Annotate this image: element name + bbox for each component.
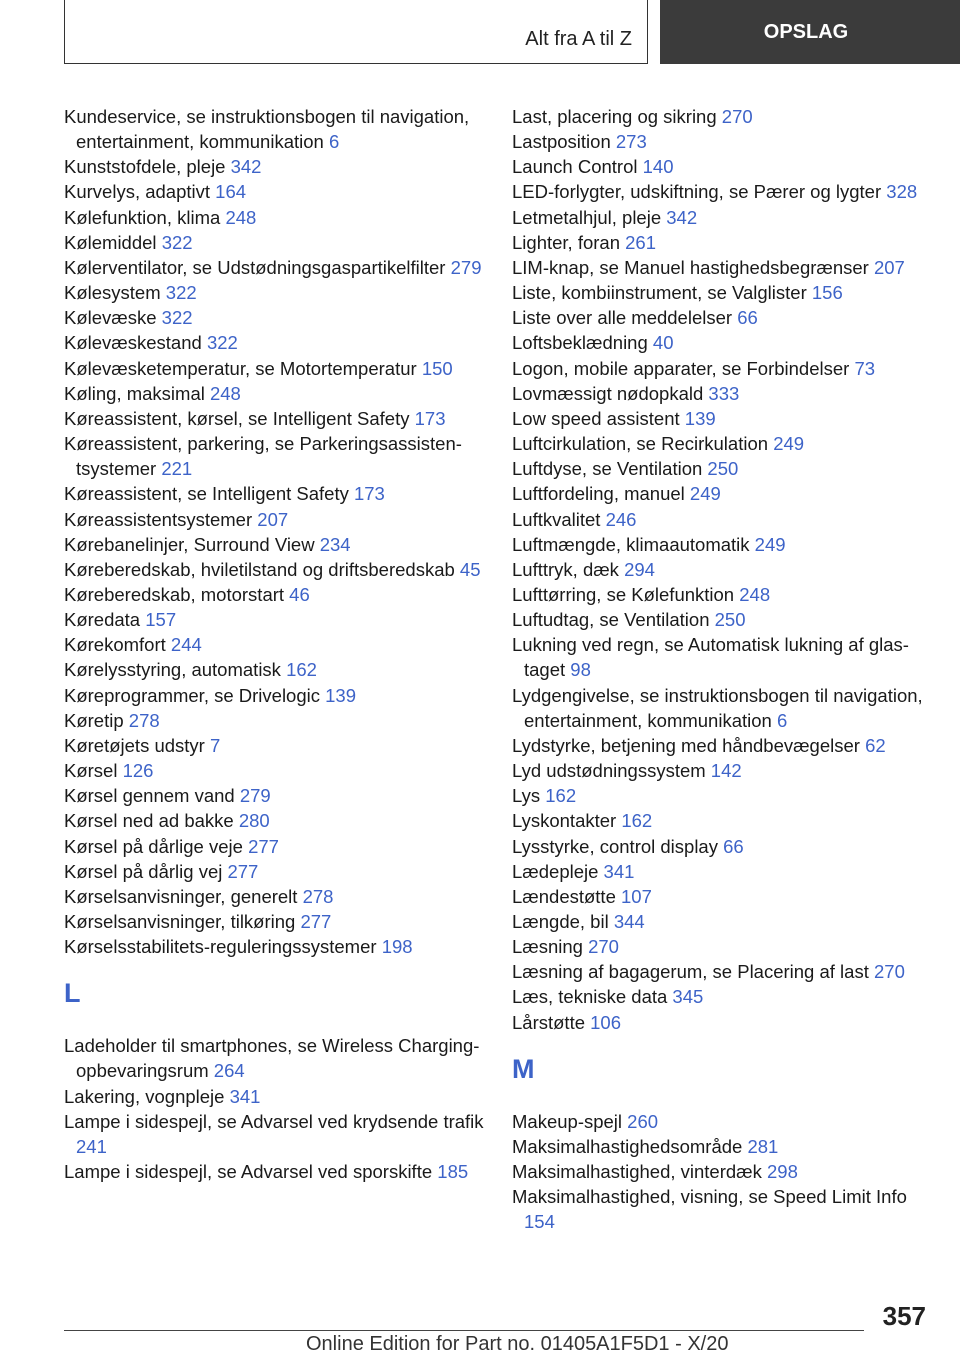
section-title: Alt fra A til Z bbox=[525, 28, 632, 50]
index-page-link[interactable]: 241 bbox=[76, 1135, 107, 1157]
index-entry-text: Køredata bbox=[64, 609, 141, 631]
index-page-link[interactable]: 322 bbox=[206, 332, 238, 354]
index-letter-heading: L bbox=[64, 978, 81, 1009]
index-entry-text: Logon, mobile apparater, se Forbindelser bbox=[512, 357, 850, 379]
index-entry bbox=[512, 959, 932, 984]
index-entry-text: Lampe i sidespejl, se Advarsel ved sporskifte bbox=[64, 1161, 433, 1183]
index-entry-text: Kørsel bbox=[64, 760, 118, 782]
index-entry-text: Lukning ved regn, se Automatisk lukning af glastaget bbox=[512, 634, 909, 681]
index-entry-text: Low speed assistent bbox=[512, 407, 680, 429]
index-entry bbox=[512, 733, 932, 758]
index-entry-text: Lysstyrke, control display bbox=[512, 835, 718, 857]
section-tab-label: OPSLAG bbox=[763, 20, 849, 43]
index-page-link[interactable]: 150 bbox=[421, 357, 453, 379]
index-entry-text: Lakering, vognpleje bbox=[64, 1085, 225, 1107]
index-page-link[interactable]: 248 bbox=[225, 206, 257, 228]
index-page-link[interactable]: 270 bbox=[588, 936, 619, 958]
index-entry-text: Læsning bbox=[512, 936, 583, 958]
index-entry-text: Last, placering og sikring bbox=[512, 106, 717, 127]
index-page-link[interactable]: 157 bbox=[145, 609, 177, 631]
index-entry-text: Kundeservice, se instruktionsbogen til navigation, entertainment, kommunikation bbox=[64, 106, 470, 153]
index-entry bbox=[64, 230, 484, 255]
index-page-link[interactable]: 249 bbox=[689, 483, 721, 505]
index-page-link[interactable]: 139 bbox=[325, 684, 357, 706]
index-entry bbox=[64, 1033, 484, 1083]
index-entry-text: Kølesystem bbox=[64, 282, 161, 304]
index-entry bbox=[512, 129, 932, 154]
index-page-link[interactable]: 342 bbox=[666, 206, 698, 228]
index-entry bbox=[64, 255, 484, 280]
index-entry bbox=[64, 607, 484, 632]
index-page-link[interactable]: 46 bbox=[289, 583, 310, 605]
index-entry bbox=[64, 808, 484, 833]
index-page-link[interactable]: 270 bbox=[874, 961, 905, 983]
index-page-link[interactable]: 45 bbox=[459, 558, 481, 580]
index-entry bbox=[512, 230, 932, 255]
index-page-link[interactable]: 207 bbox=[873, 256, 905, 278]
index-entry-text: Kurvelys, adaptivt bbox=[64, 181, 211, 203]
index-entry bbox=[64, 859, 484, 884]
index-page-link[interactable]: 106 bbox=[590, 1011, 622, 1033]
index-entry-text: Kølerventilator, se Udstødningsgaspartikelfilter bbox=[64, 256, 446, 278]
index-page-link[interactable]: 278 bbox=[128, 709, 160, 731]
index-page-link[interactable]: 341 bbox=[229, 1085, 261, 1107]
index-entry-text: Maksimalhastighed, visning, se Speed Limit Info bbox=[512, 1186, 907, 1208]
index-entry bbox=[512, 205, 932, 230]
index-column-left bbox=[64, 104, 484, 1184]
index-page-link[interactable]: 264 bbox=[213, 1060, 245, 1082]
index-entry bbox=[512, 431, 932, 456]
index-entry-text: Lædepleje bbox=[512, 860, 599, 882]
index-page-link[interactable]: 6 bbox=[328, 131, 340, 153]
index-entry bbox=[64, 657, 484, 682]
index-page-link[interactable]: 277 bbox=[300, 911, 332, 932]
index-entry bbox=[512, 154, 932, 179]
index-page-link[interactable]: 277 bbox=[227, 860, 259, 882]
index-page-link[interactable]: 107 bbox=[621, 885, 652, 907]
section-tab bbox=[660, 0, 960, 64]
index-entry-text: Lændestøtte bbox=[512, 885, 616, 907]
index-entry-text: Køreberedskab, hviletilstand og driftsberedskab bbox=[64, 558, 455, 580]
index-page-link[interactable]: 162 bbox=[621, 810, 653, 832]
index-entry-text: Kølefunktion, klima bbox=[64, 206, 221, 228]
index-page-link[interactable]: 162 bbox=[545, 785, 577, 807]
index-entry bbox=[64, 381, 484, 406]
index-entry-text: Køreberedskab, motorstart bbox=[64, 583, 285, 605]
index-entry bbox=[512, 104, 932, 129]
index-entry-text: Launch Control bbox=[512, 156, 638, 178]
index-page-link[interactable]: 298 bbox=[767, 1161, 798, 1183]
index-page-link[interactable]: 40 bbox=[652, 332, 674, 354]
index-page-link[interactable]: 207 bbox=[257, 508, 289, 530]
index-page-link[interactable]: 322 bbox=[161, 307, 193, 329]
index-entry-text: Kørsel gennem vand bbox=[64, 785, 235, 807]
index-entry-text: Læsning af bagagerum, se Placering af last bbox=[512, 961, 869, 983]
index-page-link[interactable]: 341 bbox=[603, 860, 635, 882]
index-entry bbox=[64, 179, 484, 204]
index-entry bbox=[64, 1159, 484, 1184]
index-page-link[interactable]: 294 bbox=[624, 558, 655, 580]
index-entry bbox=[64, 305, 484, 330]
index-page-link[interactable]: 260 bbox=[627, 1110, 659, 1132]
index-entry bbox=[512, 1010, 932, 1035]
index-entry-text: Luftudtag, se Ventilation bbox=[512, 609, 710, 631]
index-entry-text: Lydgengivelse, se instruktionsbogen til navigation, entertainment, kommunikation bbox=[512, 684, 923, 731]
index-entry bbox=[512, 934, 932, 959]
index-entry-text: Luftdyse, se Ventilation bbox=[512, 458, 703, 480]
index-entry-text: Kørselsstabilitets-reguleringssystemer bbox=[64, 936, 377, 958]
index-entry-text: Kørsel ned ad bakke bbox=[64, 810, 234, 832]
index-entry bbox=[512, 481, 932, 506]
index-entry bbox=[64, 330, 484, 355]
index-entry bbox=[512, 683, 932, 733]
index-entry bbox=[64, 733, 484, 758]
index-page-link[interactable]: 270 bbox=[721, 106, 753, 127]
index-page-link[interactable]: 281 bbox=[747, 1135, 779, 1157]
index-entry bbox=[512, 280, 932, 305]
index-entry bbox=[64, 683, 484, 708]
index-entry bbox=[512, 1134, 932, 1159]
index-entry bbox=[512, 507, 932, 532]
index-page-link[interactable]: 277 bbox=[248, 835, 279, 857]
index-page-link[interactable]: 234 bbox=[319, 533, 351, 555]
index-entry bbox=[64, 507, 484, 532]
index-entry bbox=[64, 481, 484, 506]
index-entry bbox=[64, 884, 484, 909]
index-entry bbox=[512, 381, 932, 406]
index-entry bbox=[64, 205, 484, 230]
page-number: 357 bbox=[882, 1301, 926, 1331]
index-column-right bbox=[512, 104, 932, 1235]
index-entry-text: Lufttørring, se Kølefunktion bbox=[512, 583, 735, 605]
index-entry-text: Liste, kombiinstrument, se Valglister bbox=[512, 282, 807, 304]
index-page-link[interactable]: 173 bbox=[353, 483, 385, 505]
index-entry-text: LED-forlygter, udskiftning, se Pærer og lygter bbox=[512, 181, 882, 203]
index-page-link[interactable]: 248 bbox=[739, 583, 771, 605]
index-entry bbox=[64, 758, 484, 783]
index-entry-text: Køreassistent, kørsel, se Intelligent Safety bbox=[64, 407, 410, 429]
index-entry bbox=[64, 1109, 484, 1159]
index-entry bbox=[64, 280, 484, 305]
index-entry bbox=[64, 431, 484, 481]
index-entry bbox=[512, 582, 932, 607]
index-entry-text: Kørsel på dårlig vej bbox=[64, 860, 223, 882]
index-entry bbox=[512, 607, 932, 632]
index-entry bbox=[512, 884, 932, 909]
index-entry bbox=[512, 859, 932, 884]
index-page-link[interactable]: 246 bbox=[605, 508, 637, 530]
index-page-link[interactable]: 278 bbox=[302, 885, 334, 907]
index-entry-text: Køreassistent, parkering, se Parkeringsassistentsystemer bbox=[64, 433, 462, 480]
index-entry-text: Lighter, foran bbox=[512, 231, 620, 253]
index-entry-text: Køretøjets udstyr bbox=[64, 734, 205, 756]
index-entry-text: Luftkvalitet bbox=[512, 508, 601, 530]
index-entry bbox=[64, 356, 484, 381]
index-entry bbox=[64, 934, 484, 959]
index-entry-text: Lastposition bbox=[512, 131, 611, 153]
index-entry-text: Køreassistentsystemer bbox=[64, 508, 253, 530]
index-entry-text: Luftcirkulation, se Recirkulation bbox=[512, 433, 769, 455]
index-entry-text: Kølevæsketemperatur, se Motortemperatur bbox=[64, 357, 417, 379]
index-page-link[interactable]: 156 bbox=[811, 282, 843, 304]
index-entry-text: Kølemiddel bbox=[64, 231, 157, 253]
index-entry-text: Lampe i sidespejl, se Advarsel ved krydsende trafik bbox=[64, 1110, 484, 1132]
index-entry-text: Lovmæssigt nødopkald bbox=[512, 382, 704, 404]
index-entry bbox=[512, 406, 932, 431]
index-page-link[interactable]: 221 bbox=[161, 458, 193, 480]
index-entry-text: Makeup-spejl bbox=[512, 1110, 623, 1132]
index-page-link[interactable]: 62 bbox=[865, 734, 886, 756]
index-entry-text: Luftfordeling, manuel bbox=[512, 483, 685, 505]
index-entry-text: Kørekomfort bbox=[64, 634, 166, 656]
index-page-link[interactable]: 250 bbox=[707, 458, 739, 480]
index-page-link[interactable]: 244 bbox=[170, 634, 202, 656]
footer-edition-text: Online Edition for Part no. 01405A1F5D1 - X/20 bbox=[306, 1333, 729, 1355]
index-entry bbox=[64, 783, 484, 808]
index-entry bbox=[512, 532, 932, 557]
index-entry-text: Kørselsanvisninger, tilkøring bbox=[64, 911, 296, 932]
footer-divider bbox=[64, 1330, 864, 1331]
index-entry bbox=[512, 758, 932, 783]
index-page-link[interactable]: 162 bbox=[286, 659, 317, 681]
index-entry bbox=[512, 808, 932, 833]
index-entry bbox=[512, 1159, 932, 1184]
index-entry bbox=[64, 1084, 484, 1109]
index-entry-text: Kørelysstyring, automatisk bbox=[64, 659, 281, 681]
index-entry-text: Lårstøtte bbox=[512, 1011, 585, 1033]
index-entry bbox=[512, 834, 932, 859]
index-page-link[interactable]: 154 bbox=[524, 1211, 555, 1233]
index-page-link[interactable]: 322 bbox=[165, 282, 197, 304]
index-page-link[interactable]: 142 bbox=[710, 760, 742, 782]
index-entry bbox=[512, 305, 932, 330]
index-entry-text: Lyskontakter bbox=[512, 810, 617, 832]
index-page-link[interactable]: 345 bbox=[672, 986, 704, 1008]
index-entry bbox=[64, 557, 484, 582]
index-entry bbox=[512, 179, 932, 204]
index-entry-text: Kørsel på dårlige veje bbox=[64, 835, 243, 857]
index-page-link[interactable]: 250 bbox=[714, 609, 746, 631]
index-entry bbox=[512, 356, 932, 381]
index-page-link[interactable]: 164 bbox=[215, 181, 247, 203]
index-page-link[interactable]: 249 bbox=[754, 533, 786, 555]
index-entry-text: LIM-knap, se Manuel hastighedsbegrænser bbox=[512, 256, 869, 278]
index-page-link[interactable]: 342 bbox=[230, 156, 262, 178]
index-page-link[interactable]: 249 bbox=[773, 433, 805, 455]
index-entry bbox=[64, 154, 484, 179]
index-entry-text: Maksimalhastighedsområde bbox=[512, 1135, 743, 1157]
index-entry-text: Lyd udstødningssystem bbox=[512, 760, 706, 782]
index-entry-text: Liste over alle meddelelser bbox=[512, 307, 733, 329]
index-entry-text: Længde, bil bbox=[512, 911, 609, 932]
index-entry bbox=[64, 406, 484, 431]
index-entry-text: Kunststofdele, pleje bbox=[64, 156, 226, 178]
index-entry bbox=[512, 330, 932, 355]
index-entry-text: Læs, tekniske data bbox=[512, 986, 668, 1008]
index-page-link[interactable]: 98 bbox=[570, 659, 591, 681]
index-page-link[interactable]: 261 bbox=[625, 231, 657, 253]
index-page-link[interactable]: 344 bbox=[613, 911, 645, 932]
index-entry-text: Køretip bbox=[64, 709, 124, 731]
index-page-link[interactable]: 7 bbox=[209, 734, 221, 756]
index-entry bbox=[512, 1184, 932, 1234]
index-page-link[interactable]: 185 bbox=[437, 1161, 469, 1183]
index-letter-heading: M bbox=[512, 1053, 535, 1084]
index-entry-text: Ladeholder til smartphones, se Wireless Charging-opbevaringsrum bbox=[64, 1035, 480, 1082]
index-page-link[interactable]: 198 bbox=[381, 936, 413, 958]
index-entry-text: Kølevæske bbox=[64, 307, 157, 329]
index-page-link[interactable]: 248 bbox=[209, 382, 241, 404]
index-page-link[interactable]: 126 bbox=[122, 760, 154, 782]
index-entry-text: Kørselsanvisninger, generelt bbox=[64, 885, 298, 907]
index-entry bbox=[64, 708, 484, 733]
index-entry-text: Letmetalhjul, pleje bbox=[512, 206, 662, 228]
index-page-link[interactable]: 6 bbox=[776, 709, 788, 731]
index-entry-text: Køreassistent, se Intelligent Safety bbox=[64, 483, 349, 505]
index-entry bbox=[512, 456, 932, 481]
index-entry bbox=[64, 632, 484, 657]
index-entry-text: Lys bbox=[512, 785, 541, 807]
index-entry-text: Kørebanelinjer, Surround View bbox=[64, 533, 315, 555]
index-entry bbox=[512, 1109, 932, 1134]
index-entry bbox=[64, 532, 484, 557]
index-entry bbox=[64, 582, 484, 607]
index-page-link[interactable]: 140 bbox=[642, 156, 674, 178]
index-entry bbox=[64, 104, 484, 154]
index-page-link[interactable]: 73 bbox=[854, 357, 876, 379]
index-entry bbox=[512, 557, 932, 582]
index-entry-text: Kølevæskestand bbox=[64, 332, 202, 354]
index-entry bbox=[512, 255, 932, 280]
index-entry-text: Maksimalhastighed, vinterdæk bbox=[512, 1161, 762, 1183]
index-page-link[interactable]: 273 bbox=[615, 131, 647, 153]
index-entry-text: Lufttryk, dæk bbox=[512, 558, 619, 580]
index-page-link[interactable]: 322 bbox=[161, 231, 193, 253]
index-page-link[interactable]: 139 bbox=[684, 407, 716, 429]
index-entry bbox=[512, 909, 932, 934]
index-entry-text: Luftmængde, klimaautomatik bbox=[512, 533, 750, 555]
index-page-link[interactable]: 280 bbox=[238, 810, 270, 832]
index-entry-text: Lydstyrke, betjening med håndbevægelser bbox=[512, 734, 860, 756]
index-page-link[interactable]: 279 bbox=[239, 785, 271, 807]
index-entry-text: Køreprogrammer, se Drivelogic bbox=[64, 684, 320, 706]
index-page-link[interactable]: 328 bbox=[886, 181, 918, 203]
index-entry bbox=[512, 984, 932, 1009]
index-entry bbox=[512, 632, 932, 682]
index-entry bbox=[64, 834, 484, 859]
index-entry-text: Loftsbeklædning bbox=[512, 332, 648, 354]
index-page-link[interactable]: 279 bbox=[450, 256, 482, 278]
index-page-link[interactable]: 66 bbox=[723, 835, 744, 857]
index-entry bbox=[64, 909, 484, 934]
index-entry-text: Køling, maksimal bbox=[64, 382, 205, 404]
index-page-link[interactable]: 333 bbox=[708, 382, 740, 404]
index-page-link[interactable]: 66 bbox=[737, 307, 758, 329]
index-entry bbox=[512, 783, 932, 808]
index-page-link[interactable]: 173 bbox=[414, 407, 446, 429]
